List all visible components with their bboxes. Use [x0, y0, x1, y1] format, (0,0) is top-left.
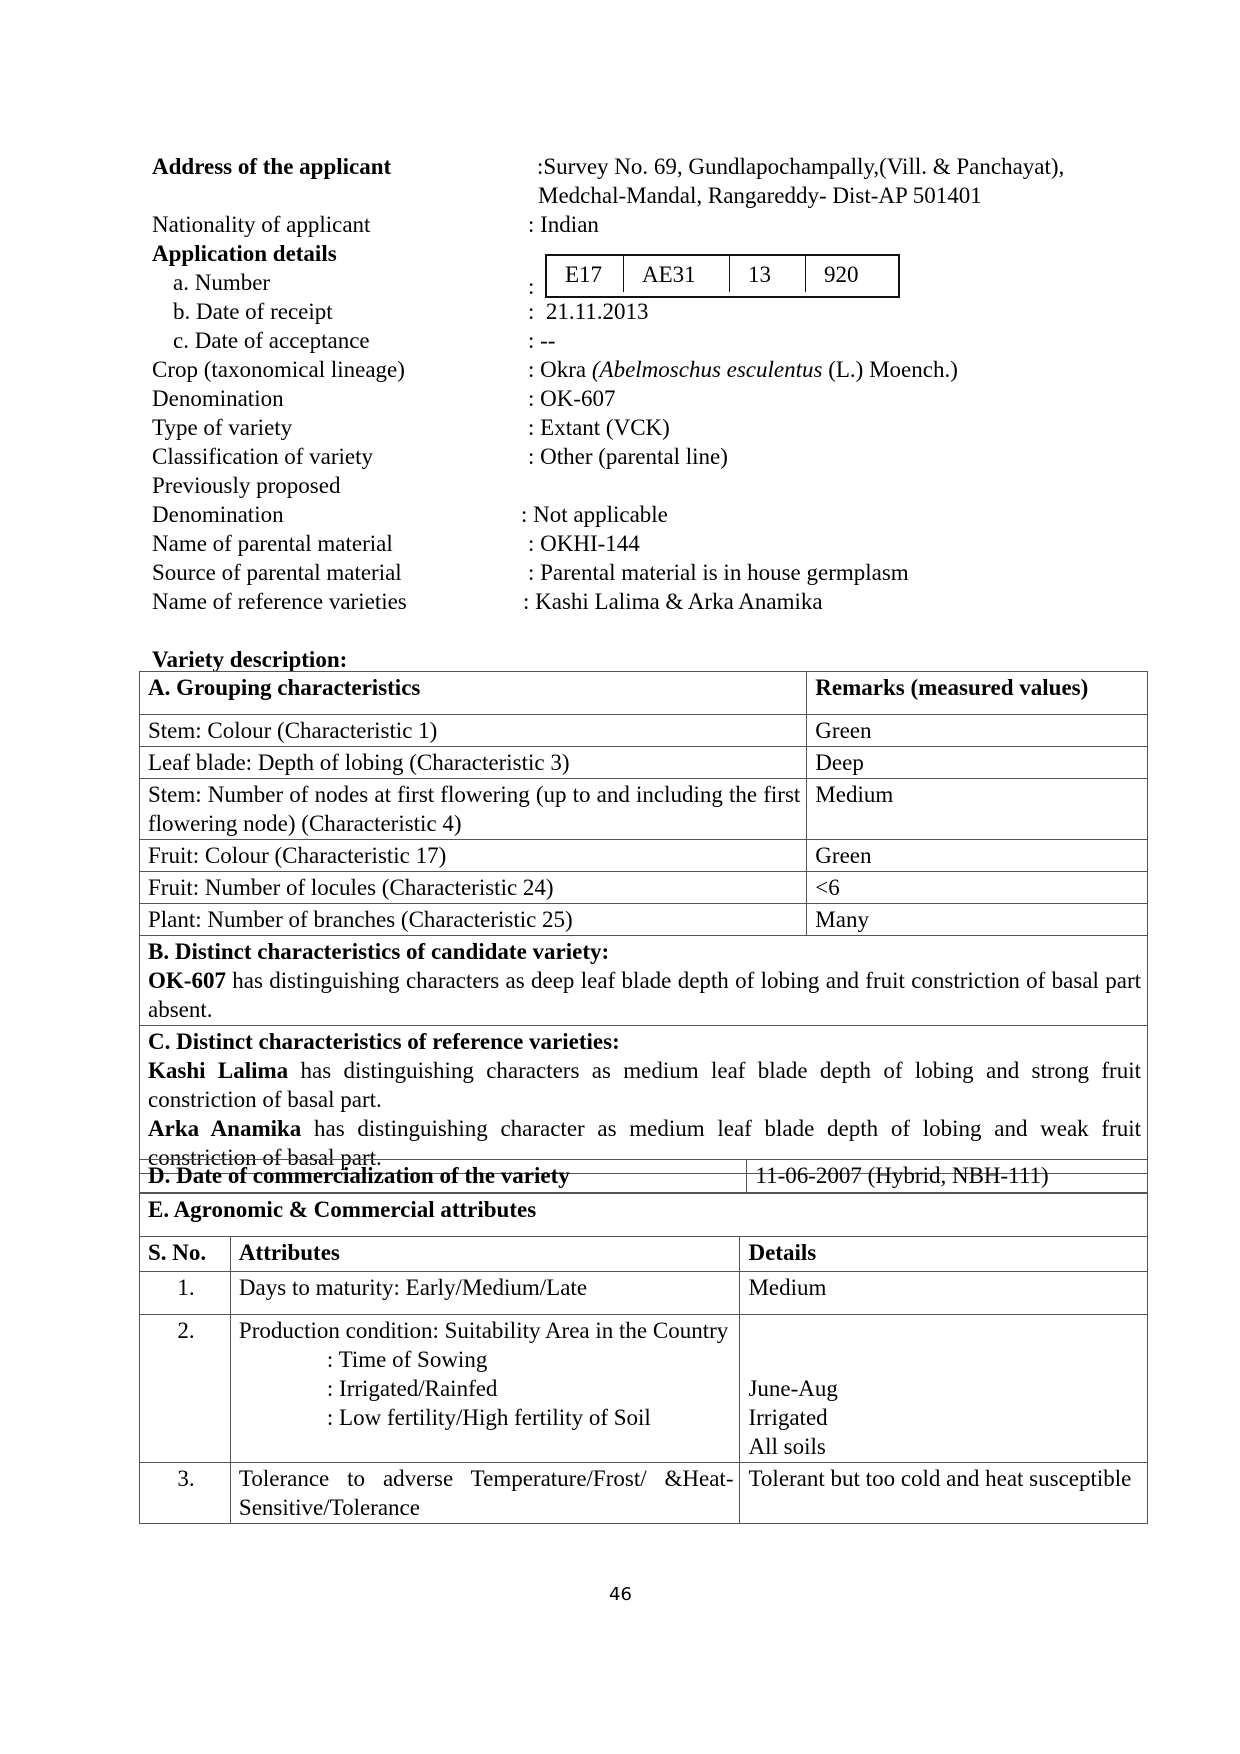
application-number-part: E17 [547, 256, 624, 292]
section-b-row [140, 936, 1148, 1026]
previously-proposed-label: Previously proposed [152, 473, 341, 498]
remark-cell: Deep [807, 747, 1148, 779]
section-c-row [140, 1026, 1148, 1174]
sno-header: S. No. [140, 1237, 231, 1272]
section-a-header-row [140, 672, 1148, 715]
application-number-part: 13 [730, 256, 806, 292]
page-number: 46 [609, 1584, 632, 1605]
crop-label: Crop (taxonomical lineage) [152, 357, 405, 382]
details-header: Details [740, 1237, 1148, 1272]
crop-common-name: : Okra [528, 357, 592, 382]
attribute-cell: Tolerance to adverse Temperature/Frost/ &Heat- Sensitive/Tolerance [230, 1463, 740, 1524]
nationality-label: Nationality of applicant [152, 212, 371, 237]
denomination-value: : OK-607 [528, 386, 616, 411]
production-condition-text: Production condition: Suitability Area in the Country [238, 1318, 729, 1343]
candidate-variety-description: has distinguishing characters as deep leaf blade depth of lobing and fruit constriction of basal part absent. [148, 968, 1141, 1022]
crop-value [528, 355, 958, 384]
type-of-variety-label: Type of variety [152, 415, 293, 440]
table-row [140, 715, 1148, 747]
table-row [140, 1315, 1148, 1463]
table-row [140, 904, 1148, 936]
previous-denomination-value: : Not applicable [521, 502, 668, 527]
section-e-header-row [140, 1237, 1148, 1272]
date-of-acceptance-label: c. Date of acceptance [173, 328, 370, 353]
address-line-1: :Survey No. 69, Gundlapochampally,(Vill. & Panchayat), [537, 154, 1065, 179]
reference-varieties-label: Name of reference varieties [152, 589, 407, 614]
agronomic-attributes-table [139, 1193, 1148, 1524]
details-cell: Tolerant but too cold and heat susceptible [740, 1463, 1148, 1524]
section-b-cell [140, 936, 1148, 1026]
section-e-title-row [140, 1194, 1148, 1237]
sno-cell: 2. [140, 1315, 231, 1463]
candidate-variety-name: OK-607 [148, 968, 226, 993]
section-b-text [148, 966, 1141, 1024]
classification-value: : Other (parental line) [528, 444, 728, 469]
details-cell [740, 1315, 1148, 1463]
date-of-receipt-value: : 21.11.2013 [528, 299, 649, 324]
remark-cell: Green [807, 715, 1148, 747]
table-row [140, 747, 1148, 779]
address-label: Address of the applicant [152, 154, 392, 179]
table-row [140, 1463, 1148, 1524]
remark-cell: Medium [807, 779, 1148, 840]
parental-material-source-label: Source of parental material [152, 560, 402, 585]
remark-cell: <6 [807, 872, 1148, 904]
attribute-cell: Days to maturity: Early/Medium/Late [230, 1272, 740, 1315]
remark-cell: Green [807, 840, 1148, 872]
parental-material-name-label: Name of parental material [152, 531, 393, 556]
reference-variety-2-description: has distinguishing character as medium leaf blade depth of lobing and weak fruit constriction of basal part. [148, 1116, 1141, 1170]
nationality-value: : Indian [528, 212, 599, 237]
variety-description-heading: Variety description: [152, 647, 348, 672]
reference-variety-1 [148, 1056, 1141, 1114]
sno-cell: 1. [140, 1272, 231, 1315]
parental-material-source-value: : Parental material is in house germplasm [528, 560, 909, 585]
sub-attribute-value: Irrigated [748, 1405, 828, 1430]
section-a-title: A. Grouping characteristics [140, 672, 807, 715]
crop-authority: (L.) Moench.) [822, 357, 958, 382]
characteristic-cell: Stem: Number of nodes at first flowering (up to and including the first flowering node) (Characteristic 4) [140, 779, 807, 840]
date-of-acceptance-value: : -- [528, 328, 556, 353]
variety-description-table [139, 671, 1148, 1174]
application-number-boxes [545, 254, 900, 298]
address-line-2: Medchal-Mandal, Rangareddy- Dist-AP 501401 [538, 183, 982, 208]
parental-material-name-value: : OKHI-144 [528, 531, 640, 556]
sub-attribute-label: : Low fertility/High fertility of Soil [326, 1405, 651, 1430]
attributes-header: Attributes [230, 1237, 740, 1272]
section-b-title: B. Distinct characteristics of candidate variety: [148, 939, 610, 964]
section-c-cell [140, 1026, 1148, 1174]
table-row [140, 840, 1148, 872]
sno-cell: 3. [140, 1463, 231, 1524]
reference-variety-1-name: Kashi Lalima [148, 1058, 289, 1083]
application-number-colon: : [528, 274, 535, 299]
classification-label: Classification of variety [152, 444, 373, 469]
reference-varieties-value: : Kashi Lalima & Arka Anamika [523, 589, 823, 614]
previous-denomination-label: Denomination [152, 502, 284, 527]
table-row [140, 1272, 1148, 1315]
sub-attribute-label: : Irrigated/Rainfed [326, 1376, 498, 1401]
sub-attribute-value: June-Aug [748, 1376, 838, 1401]
reference-variety-2-name: Arka Anamika [148, 1116, 302, 1141]
reference-variety-1-description: has distinguishing characters as medium leaf blade depth of lobing and strong fruit constriction of basal part. [148, 1058, 1141, 1112]
application-number-part: AE31 [624, 256, 730, 292]
section-d-title: D. Date of commercialization of the variety [140, 1160, 747, 1193]
attribute-cell [230, 1315, 740, 1463]
type-of-variety-value: : Extant (VCK) [528, 415, 670, 440]
application-number-part: 920 [824, 262, 859, 287]
characteristic-cell: Plant: Number of branches (Characteristic 25) [140, 904, 807, 936]
section-c-title: C. Distinct characteristics of reference varieties: [148, 1029, 620, 1054]
date-of-receipt-label: b. Date of receipt [173, 299, 333, 324]
crop-scientific-name: (Abelmoschus esculentus [591, 357, 823, 382]
remarks-header: Remarks (measured values) [807, 672, 1148, 715]
section-d-row [140, 1160, 1148, 1193]
table-row [140, 779, 1148, 840]
characteristic-cell: Fruit: Number of locules (Characteristic 24) [140, 872, 807, 904]
sub-attribute-value: All soils [748, 1434, 826, 1459]
commercialization-table [139, 1159, 1148, 1193]
characteristic-cell: Fruit: Colour (Characteristic 17) [140, 840, 807, 872]
application-number-label: a. Number [173, 270, 271, 295]
denomination-label: Denomination [152, 386, 284, 411]
table-row [140, 872, 1148, 904]
details-cell: Medium [740, 1272, 1148, 1315]
characteristic-cell: Stem: Colour (Characteristic 1) [140, 715, 807, 747]
sub-attribute-label: : Time of Sowing [326, 1347, 488, 1372]
characteristic-cell: Leaf blade: Depth of lobing (Characteristic 3) [140, 747, 807, 779]
remark-cell: Many [807, 904, 1148, 936]
section-e-title: E. Agronomic & Commercial attributes [140, 1194, 1148, 1237]
application-details-heading: Application details [152, 241, 337, 266]
section-d-value: 11-06-2007 (Hybrid, NBH-111) [747, 1160, 1148, 1193]
